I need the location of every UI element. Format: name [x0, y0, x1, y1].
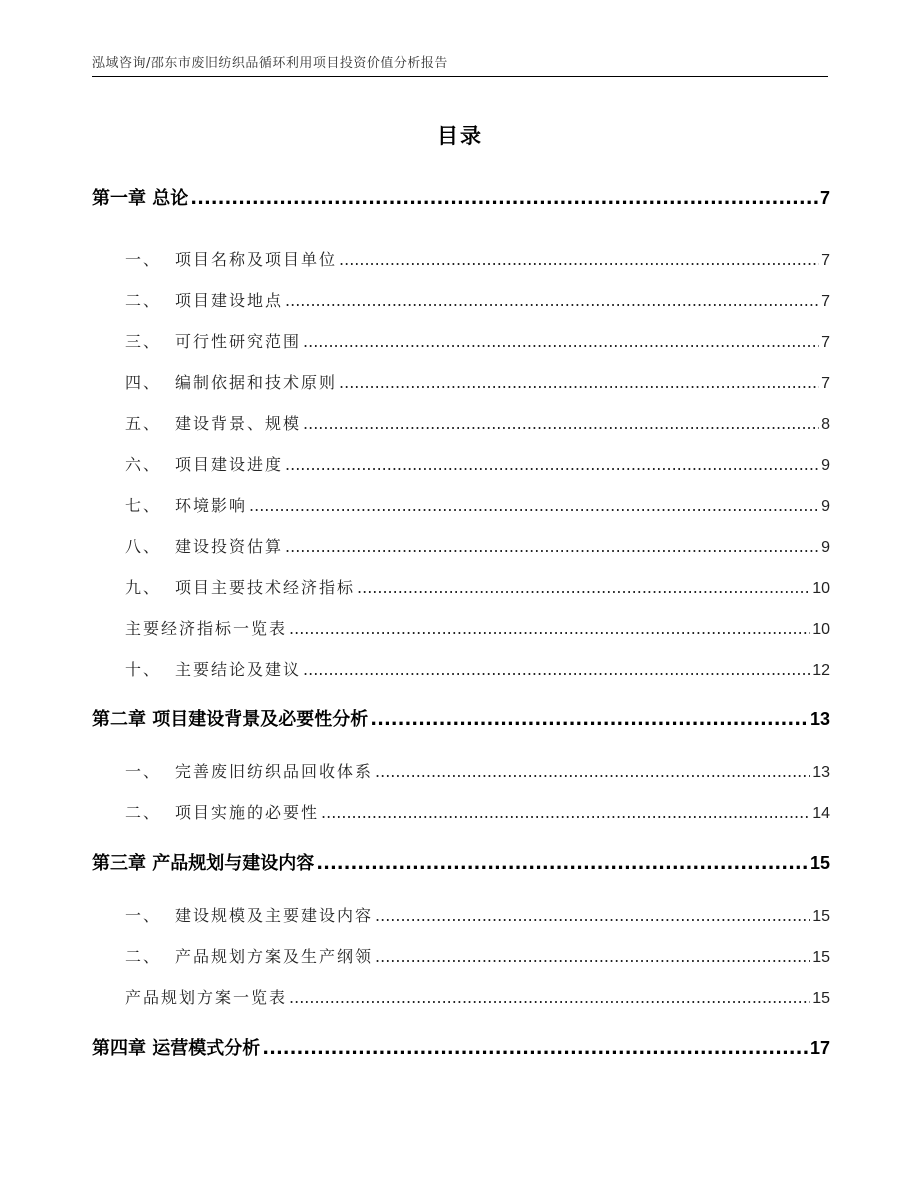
toc-page-number: 13: [809, 709, 830, 729]
toc-label: 完善废旧纺织品回收体系: [175, 762, 374, 781]
toc-section-1-5[interactable]: [92, 411, 830, 434]
toc-chapter-1[interactable]: [92, 184, 830, 210]
toc-page-number: 7: [819, 188, 830, 208]
toc-label: 项目实施的必要性: [175, 803, 320, 822]
toc-page-number: 9: [821, 498, 830, 515]
toc-label: 编制依据和技术原则: [175, 373, 338, 392]
toc-label: 第四章 运营模式分析: [92, 1038, 261, 1059]
toc-chapter-3[interactable]: [92, 849, 830, 875]
toc-leader: [285, 291, 819, 310]
toc-label: 主要经济指标一览表: [125, 619, 288, 638]
toc-leader: [370, 709, 808, 730]
toc-label: 项目主要技术经济指标: [175, 578, 356, 597]
toc-label: 环境影响: [175, 496, 248, 515]
toc-page-number: 7: [821, 293, 830, 310]
toc-leader: [375, 762, 810, 781]
toc-leader: [285, 537, 819, 556]
toc-section-number: 一、: [125, 250, 162, 269]
toc-leader: [375, 906, 810, 925]
toc-chapter-4[interactable]: [92, 1034, 830, 1060]
toc-leader: [285, 455, 819, 474]
toc-section-number: 五、: [125, 414, 162, 433]
toc-section-number: 七、: [125, 496, 162, 515]
toc-section-number: 一、: [125, 906, 162, 925]
toc-page-number: 10: [812, 580, 830, 597]
toc-section-1-6[interactable]: [92, 452, 830, 475]
toc-label: 产品规划方案及生产纲领: [175, 947, 374, 966]
toc-section-1-table[interactable]: [92, 616, 830, 639]
toc-section-1-9[interactable]: [92, 575, 830, 598]
toc-section-number: 四、: [125, 373, 162, 392]
toc-label: 项目名称及项目单位: [175, 250, 338, 269]
toc-label: 项目建设地点: [175, 291, 284, 310]
toc-title: 目录: [437, 124, 483, 148]
toc-page-number: 7: [821, 334, 830, 351]
toc-section-number: 二、: [125, 803, 162, 822]
toc-label: 第三章 产品规划与建设内容: [92, 853, 315, 874]
toc-leader: [339, 373, 819, 392]
toc-label: 产品规划方案一览表: [125, 988, 288, 1007]
toc-section-number: 三、: [125, 332, 162, 351]
toc-label: 项目建设进度: [175, 455, 284, 474]
toc-page-number: 17: [809, 1038, 830, 1058]
toc-section-1-8[interactable]: [92, 534, 830, 557]
toc-label: 第一章 总论: [92, 188, 189, 209]
toc-leader: [249, 496, 819, 515]
toc-label: 建设背景、规模: [175, 414, 302, 433]
toc-page-number: 13: [812, 764, 830, 781]
toc-label: 建设规模及主要建设内容: [175, 906, 374, 925]
toc-page-number: 8: [821, 416, 830, 433]
toc-leader: [375, 947, 810, 966]
toc-leader: [357, 578, 810, 597]
toc-section-3-table[interactable]: [92, 985, 830, 1008]
toc-leader: [321, 803, 810, 822]
toc-leader: [289, 619, 810, 638]
toc-page-number: 14: [812, 805, 830, 822]
toc-section-2-2[interactable]: [92, 800, 830, 823]
toc-section-1-1[interactable]: [92, 247, 830, 270]
running-header: 泓域咨询/邵东市废旧纺织品循环利用项目投资价值分析报告: [92, 56, 448, 71]
toc-section-number: 六、: [125, 455, 162, 474]
toc-page-number: 7: [821, 252, 830, 269]
toc-leader: [303, 414, 819, 433]
toc-chapter-2[interactable]: [92, 705, 830, 731]
toc-page-number: 15: [812, 908, 830, 925]
toc-leader: [303, 332, 819, 351]
toc-section-number: 九、: [125, 578, 162, 597]
toc-page-number: 15: [812, 949, 830, 966]
toc-section-number: 八、: [125, 537, 162, 556]
toc-section-1-2[interactable]: [92, 288, 830, 311]
toc-leader: [262, 1038, 808, 1059]
toc-section-number: 一、: [125, 762, 162, 781]
toc-section-number: 二、: [125, 947, 162, 966]
toc-leader: [289, 988, 810, 1007]
toc-leader: [316, 853, 808, 874]
toc-page-number: 7: [821, 375, 830, 392]
toc-label: 可行性研究范围: [175, 332, 302, 351]
toc-section-number: 二、: [125, 291, 162, 310]
toc-page-number: 10: [812, 621, 830, 638]
toc-page-number: 15: [809, 853, 830, 873]
toc-label: 主要结论及建议: [175, 660, 302, 679]
toc-leader: [339, 250, 819, 269]
toc-section-number: 十、: [125, 660, 162, 679]
toc-section-3-2[interactable]: [92, 944, 830, 967]
toc-leader: [303, 660, 810, 679]
table-of-contents: [92, 0, 830, 1191]
toc-section-1-4[interactable]: [92, 370, 830, 393]
toc-page-number: 9: [821, 539, 830, 556]
toc-page-number: 9: [821, 457, 830, 474]
toc-page-number: 15: [812, 990, 830, 1007]
toc-page-number: 12: [812, 662, 830, 679]
toc-section-1-10[interactable]: [92, 657, 830, 680]
toc-section-3-1[interactable]: [92, 903, 830, 926]
toc-section-1-7[interactable]: [92, 493, 830, 516]
toc-leader: [190, 188, 818, 209]
toc-label: 第二章 项目建设背景及必要性分析: [92, 709, 369, 730]
toc-label: 建设投资估算: [175, 537, 284, 556]
toc-section-2-1[interactable]: [92, 759, 830, 782]
toc-section-1-3[interactable]: [92, 329, 830, 352]
